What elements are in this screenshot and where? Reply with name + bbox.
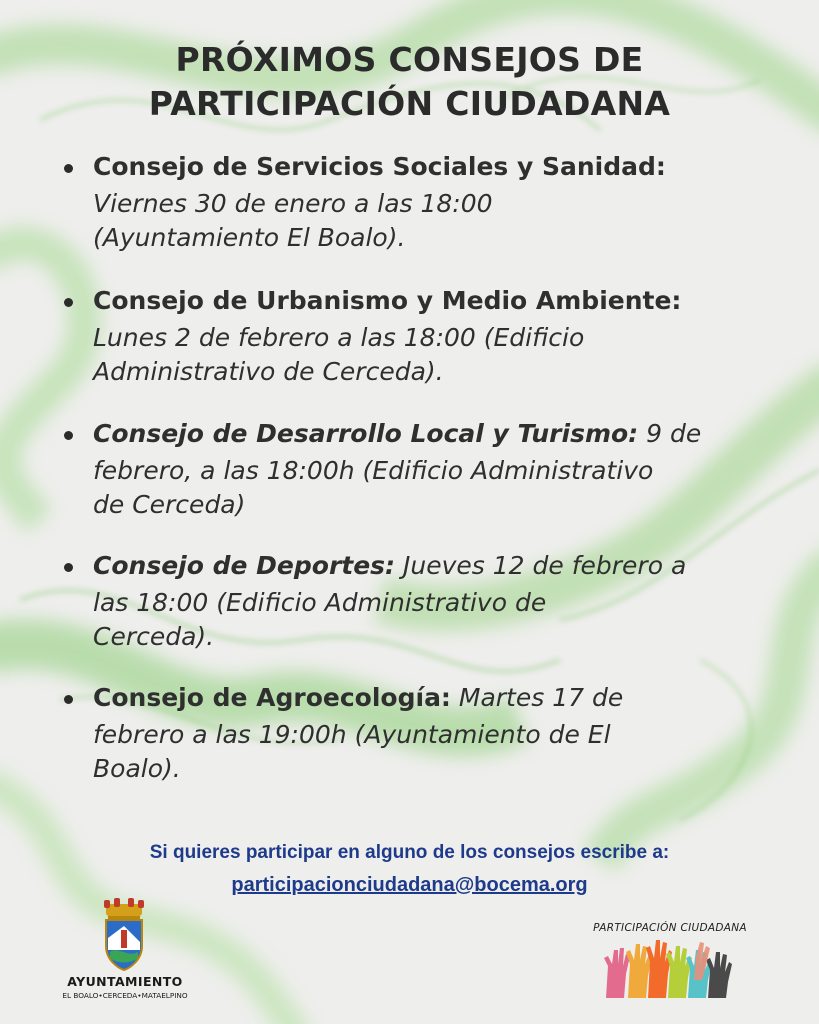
council-line [93,718,611,753]
cta-text: Si quieres participar en alguno de los consejos escribe a: [149,842,670,863]
council-details: Martes 17 de [450,683,624,712]
council-line [93,187,493,222]
council-name: Consejo de Desarrollo Local y Turismo: [93,419,639,448]
coat-of-arms-icon [100,898,148,972]
participacion-logo [580,922,760,1002]
council-line [93,150,666,185]
bullet-icon [64,298,73,307]
title-line-1: PRÓXIMOS CONSEJOS DE [175,40,644,79]
org-name: AYUNTAMIENTO [67,974,183,989]
council-details: febrero, a las 18:00h (Edificio Administrativo [93,456,654,485]
bullet-icon [64,695,73,704]
council-line [93,586,546,621]
council-details: Boalo). [93,754,181,783]
council-line [93,454,653,489]
council-line [93,417,701,452]
council-name: Consejo de Servicios Sociales y Sanidad: [93,152,666,181]
council-details: de Cerceda) [93,490,246,519]
org-towns: EL BOALO•CERCEDA•MATAELPINO [62,991,188,1000]
council-name: Consejo de Agroecología: [93,683,451,712]
council-details: febrero a las 19:00h (Ayuntamiento de El [93,720,611,749]
bullet-icon [64,431,73,440]
email-link[interactable]: participacionciudadana@bocema.org [231,874,588,896]
participacion-label: PARTICIPACIÓN CIUDADANA [593,922,747,934]
council-details: Cerceda). [93,622,215,651]
council-details: Administrativo de Cerceda). [93,357,444,386]
ayuntamiento-logo [50,898,200,1008]
call-to-action [0,840,819,900]
bullet-icon [64,563,73,572]
council-line [93,681,623,716]
council-line [93,488,245,523]
council-line [93,752,181,787]
council-line [93,620,214,655]
council-details: Jueves 12 de febrero a [395,551,687,580]
council-details: Lunes 2 de febrero a las 18:00 (Edificio [93,323,585,352]
council-details: las 18:00 (Edificio Administrativo de [93,588,547,617]
raised-hands-icon [602,936,738,998]
council-line [93,284,681,319]
council-line [93,221,405,256]
council-line [93,355,444,390]
title-line-2: PARTICIPACIÓN CIUDADANA [148,84,671,123]
council-details: 9 de [638,419,702,448]
council-line [93,549,686,584]
bullet-icon [64,164,73,173]
council-line [93,321,584,356]
council-details: Viernes 30 de enero a las 18:00 [93,189,493,218]
council-name: Consejo de Deportes: [93,551,396,580]
council-details: (Ayuntamiento El Boalo). [93,223,406,252]
council-name: Consejo de Urbanismo y Medio Ambiente: [93,286,682,315]
page-title [40,38,779,126]
